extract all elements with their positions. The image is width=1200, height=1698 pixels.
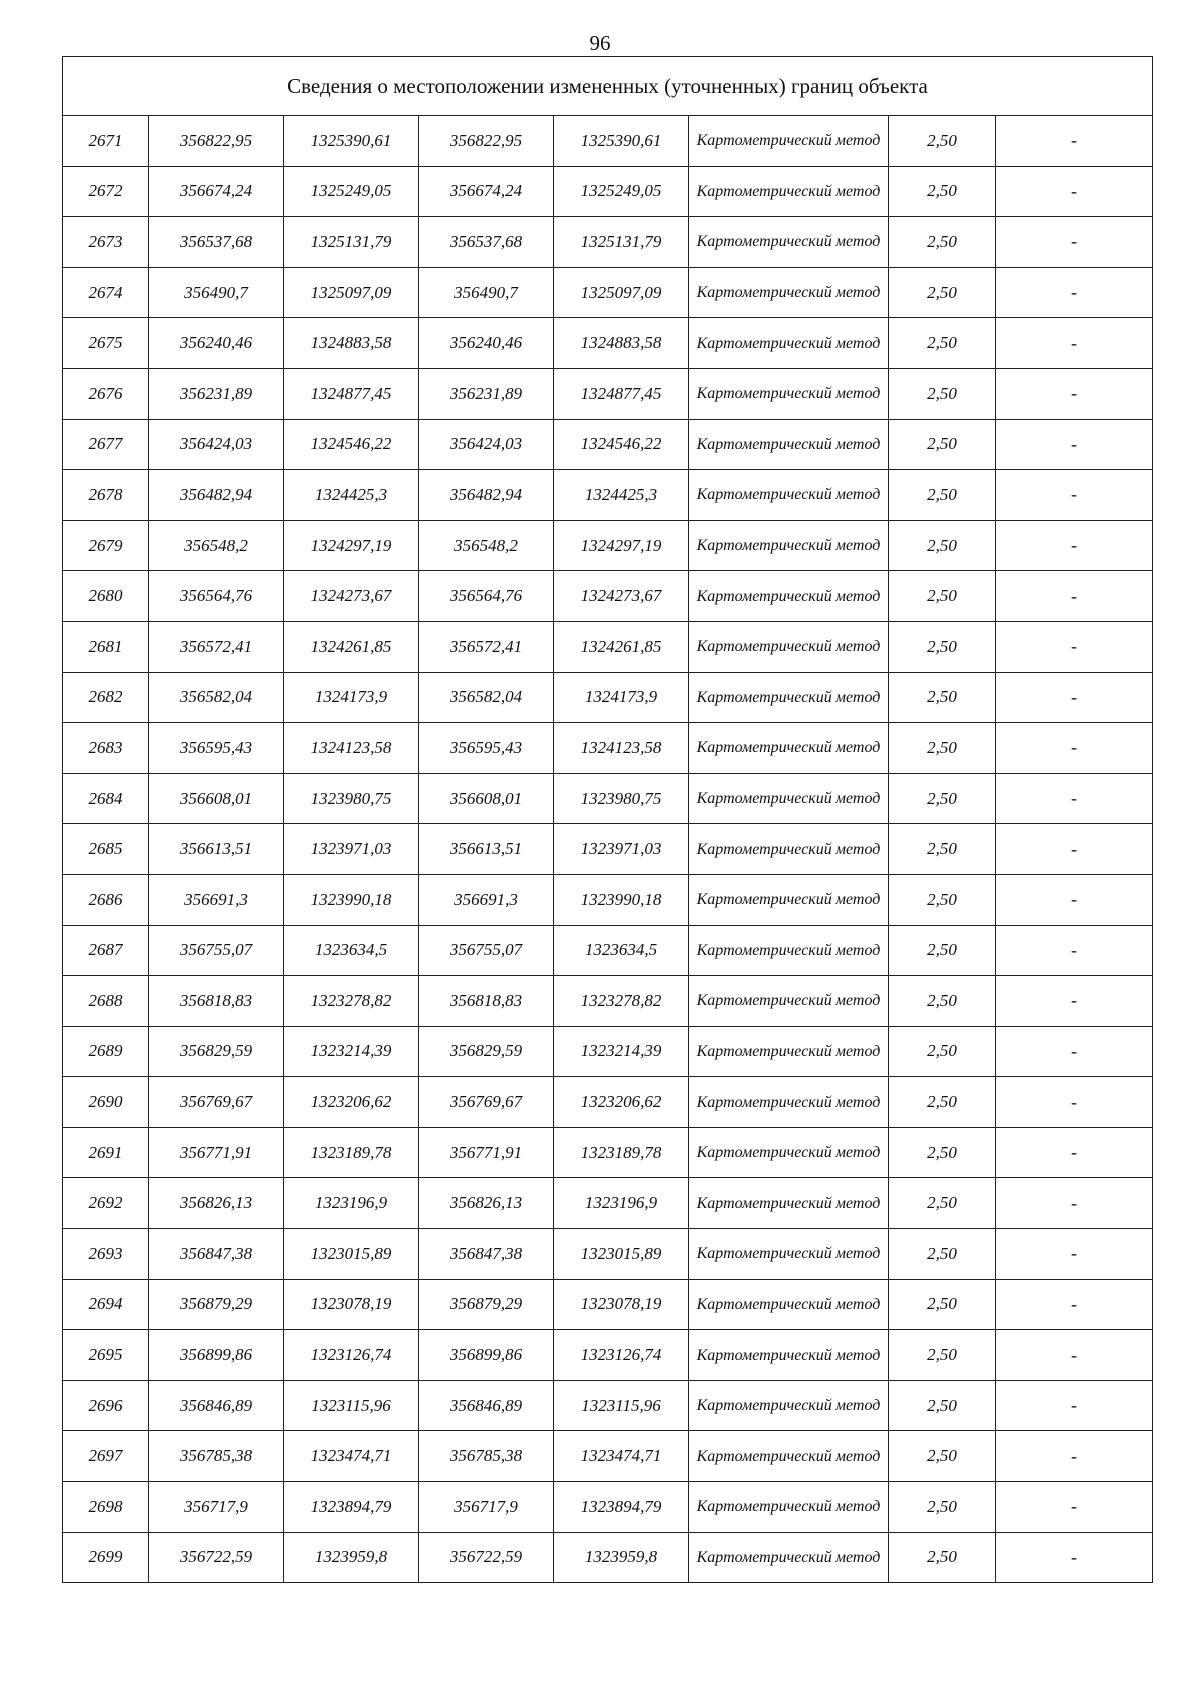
point-number-cell: 2689 — [63, 1026, 149, 1077]
existing-x-cell: 356899,86 — [149, 1330, 284, 1381]
refined-x-cell: 356572,41 — [419, 621, 554, 672]
refined-x-cell: 356582,04 — [419, 672, 554, 723]
method-cell: Картометрический метод — [689, 976, 889, 1027]
table-row — [63, 1431, 1153, 1482]
note-cell: - — [996, 1077, 1153, 1128]
existing-x-cell: 356595,43 — [149, 723, 284, 774]
existing-y-cell: 1323015,89 — [284, 1229, 419, 1280]
refined-x-cell: 356595,43 — [419, 723, 554, 774]
existing-y-cell: 1324877,45 — [284, 368, 419, 419]
point-number-cell: 2680 — [63, 571, 149, 622]
point-number-cell: 2671 — [63, 116, 149, 167]
existing-x-cell: 356424,03 — [149, 419, 284, 470]
refined-x-cell: 356608,01 — [419, 773, 554, 824]
existing-x-cell: 356482,94 — [149, 470, 284, 521]
method-cell: Картометрический метод — [689, 1077, 889, 1128]
accuracy-cell: 2,50 — [889, 621, 996, 672]
refined-y-cell: 1323980,75 — [554, 773, 689, 824]
refined-y-cell: 1325249,05 — [554, 166, 689, 217]
existing-y-cell: 1323115,96 — [284, 1380, 419, 1431]
method-cell: Картометрический метод — [689, 1482, 889, 1533]
accuracy-cell: 2,50 — [889, 824, 996, 875]
table-row — [63, 267, 1153, 318]
method-cell: Картометрический метод — [689, 723, 889, 774]
point-number-cell: 2695 — [63, 1330, 149, 1381]
accuracy-cell: 2,50 — [889, 1229, 996, 1280]
existing-y-cell: 1323126,74 — [284, 1330, 419, 1381]
method-cell: Картометрический метод — [689, 116, 889, 167]
point-number-cell: 2694 — [63, 1279, 149, 1330]
accuracy-cell: 2,50 — [889, 318, 996, 369]
existing-y-cell: 1324883,58 — [284, 318, 419, 369]
method-cell: Картометрический метод — [689, 1330, 889, 1381]
method-cell: Картометрический метод — [689, 874, 889, 925]
accuracy-cell: 2,50 — [889, 1330, 996, 1381]
table-row — [63, 976, 1153, 1027]
note-cell: - — [996, 824, 1153, 875]
note-cell: - — [996, 925, 1153, 976]
existing-x-cell: 356755,07 — [149, 925, 284, 976]
refined-y-cell: 1323971,03 — [554, 824, 689, 875]
table-row — [63, 1482, 1153, 1533]
existing-y-cell: 1325131,79 — [284, 217, 419, 268]
existing-x-cell: 356572,41 — [149, 621, 284, 672]
refined-x-cell: 356613,51 — [419, 824, 554, 875]
table-row — [63, 1077, 1153, 1128]
refined-x-cell: 356674,24 — [419, 166, 554, 217]
table-body — [63, 57, 1153, 1583]
point-number-cell: 2674 — [63, 267, 149, 318]
accuracy-cell: 2,50 — [889, 1077, 996, 1128]
point-number-cell: 2696 — [63, 1380, 149, 1431]
refined-y-cell: 1323214,39 — [554, 1026, 689, 1077]
method-cell: Картометрический метод — [689, 217, 889, 268]
refined-y-cell: 1323189,78 — [554, 1127, 689, 1178]
refined-x-cell: 356785,38 — [419, 1431, 554, 1482]
existing-y-cell: 1324173,9 — [284, 672, 419, 723]
refined-y-cell: 1325131,79 — [554, 217, 689, 268]
table-row — [63, 1178, 1153, 1229]
point-number-cell: 2693 — [63, 1229, 149, 1280]
existing-y-cell: 1323990,18 — [284, 874, 419, 925]
accuracy-cell: 2,50 — [889, 368, 996, 419]
refined-x-cell: 356691,3 — [419, 874, 554, 925]
note-cell: - — [996, 621, 1153, 672]
point-number-cell: 2681 — [63, 621, 149, 672]
accuracy-cell: 2,50 — [889, 1532, 996, 1583]
table-title: Сведения о местоположении измененных (уточненных) границ объекта — [63, 57, 1153, 116]
table-row — [63, 672, 1153, 723]
refined-y-cell: 1324123,58 — [554, 723, 689, 774]
point-number-cell: 2691 — [63, 1127, 149, 1178]
table-row — [63, 621, 1153, 672]
note-cell: - — [996, 976, 1153, 1027]
method-cell: Картометрический метод — [689, 672, 889, 723]
refined-x-cell: 356722,59 — [419, 1532, 554, 1583]
page-number: 96 — [589, 31, 611, 55]
point-number-cell: 2686 — [63, 874, 149, 925]
table-row — [63, 318, 1153, 369]
point-number-cell: 2692 — [63, 1178, 149, 1229]
refined-x-cell: 356717,9 — [419, 1482, 554, 1533]
existing-y-cell: 1325249,05 — [284, 166, 419, 217]
existing-x-cell: 356548,2 — [149, 520, 284, 571]
accuracy-cell: 2,50 — [889, 1178, 996, 1229]
refined-x-cell: 356769,67 — [419, 1077, 554, 1128]
existing-y-cell: 1323980,75 — [284, 773, 419, 824]
existing-y-cell: 1325097,09 — [284, 267, 419, 318]
accuracy-cell: 2,50 — [889, 1482, 996, 1533]
table-row — [63, 217, 1153, 268]
refined-x-cell: 356826,13 — [419, 1178, 554, 1229]
accuracy-cell: 2,50 — [889, 1026, 996, 1077]
method-cell: Картометрический метод — [689, 1229, 889, 1280]
existing-y-cell: 1324273,67 — [284, 571, 419, 622]
existing-x-cell: 356829,59 — [149, 1026, 284, 1077]
method-cell: Картометрический метод — [689, 470, 889, 521]
existing-x-cell: 356847,38 — [149, 1229, 284, 1280]
note-cell: - — [996, 723, 1153, 774]
refined-y-cell: 1323206,62 — [554, 1077, 689, 1128]
existing-y-cell: 1323214,39 — [284, 1026, 419, 1077]
note-cell: - — [996, 1380, 1153, 1431]
existing-y-cell: 1323078,19 — [284, 1279, 419, 1330]
method-cell: Картометрический метод — [689, 621, 889, 672]
refined-y-cell: 1323894,79 — [554, 1482, 689, 1533]
method-cell: Картометрический метод — [689, 166, 889, 217]
point-number-cell: 2673 — [63, 217, 149, 268]
point-number-cell: 2679 — [63, 520, 149, 571]
existing-x-cell: 356231,89 — [149, 368, 284, 419]
existing-x-cell: 356822,95 — [149, 116, 284, 167]
table-row — [63, 773, 1153, 824]
accuracy-cell: 2,50 — [889, 419, 996, 470]
point-number-cell: 2678 — [63, 470, 149, 521]
note-cell: - — [996, 1532, 1153, 1583]
table-row — [63, 1380, 1153, 1431]
method-cell: Картометрический метод — [689, 773, 889, 824]
refined-x-cell: 356490,7 — [419, 267, 554, 318]
refined-x-cell: 356548,2 — [419, 520, 554, 571]
accuracy-cell: 2,50 — [889, 520, 996, 571]
note-cell: - — [996, 166, 1153, 217]
refined-y-cell: 1324546,22 — [554, 419, 689, 470]
refined-x-cell: 356822,95 — [419, 116, 554, 167]
refined-y-cell: 1325097,09 — [554, 267, 689, 318]
method-cell: Картометрический метод — [689, 571, 889, 622]
method-cell: Картометрический метод — [689, 1279, 889, 1330]
point-number-cell: 2699 — [63, 1532, 149, 1583]
accuracy-cell: 2,50 — [889, 166, 996, 217]
refined-y-cell: 1323634,5 — [554, 925, 689, 976]
refined-y-cell: 1324273,67 — [554, 571, 689, 622]
refined-y-cell: 1323196,9 — [554, 1178, 689, 1229]
refined-x-cell: 356240,46 — [419, 318, 554, 369]
accuracy-cell: 2,50 — [889, 723, 996, 774]
note-cell: - — [996, 267, 1153, 318]
note-cell: - — [996, 1482, 1153, 1533]
existing-y-cell: 1323959,8 — [284, 1532, 419, 1583]
existing-y-cell: 1325390,61 — [284, 116, 419, 167]
table-title-row — [63, 57, 1153, 116]
table-row — [63, 419, 1153, 470]
method-cell: Картометрический метод — [689, 1380, 889, 1431]
existing-y-cell: 1323634,5 — [284, 925, 419, 976]
note-cell: - — [996, 571, 1153, 622]
point-number-cell: 2676 — [63, 368, 149, 419]
table-row — [63, 571, 1153, 622]
refined-y-cell: 1323278,82 — [554, 976, 689, 1027]
existing-y-cell: 1324546,22 — [284, 419, 419, 470]
note-cell: - — [996, 116, 1153, 167]
refined-y-cell: 1324425,3 — [554, 470, 689, 521]
refined-x-cell: 356231,89 — [419, 368, 554, 419]
method-cell: Картометрический метод — [689, 368, 889, 419]
existing-x-cell: 356846,89 — [149, 1380, 284, 1431]
existing-x-cell: 356582,04 — [149, 672, 284, 723]
existing-x-cell: 356564,76 — [149, 571, 284, 622]
refined-x-cell: 356829,59 — [419, 1026, 554, 1077]
accuracy-cell: 2,50 — [889, 1279, 996, 1330]
method-cell: Картометрический метод — [689, 1532, 889, 1583]
refined-y-cell: 1323115,96 — [554, 1380, 689, 1431]
note-cell: - — [996, 1279, 1153, 1330]
existing-x-cell: 356537,68 — [149, 217, 284, 268]
accuracy-cell: 2,50 — [889, 976, 996, 1027]
point-number-cell: 2698 — [63, 1482, 149, 1533]
refined-x-cell: 356846,89 — [419, 1380, 554, 1431]
existing-x-cell: 356818,83 — [149, 976, 284, 1027]
refined-y-cell: 1324261,85 — [554, 621, 689, 672]
point-number-cell: 2690 — [63, 1077, 149, 1128]
table-row — [63, 874, 1153, 925]
refined-x-cell: 356818,83 — [419, 976, 554, 1027]
existing-x-cell: 356608,01 — [149, 773, 284, 824]
point-number-cell: 2683 — [63, 723, 149, 774]
existing-y-cell: 1323189,78 — [284, 1127, 419, 1178]
existing-x-cell: 356785,38 — [149, 1431, 284, 1482]
accuracy-cell: 2,50 — [889, 773, 996, 824]
refined-y-cell: 1323990,18 — [554, 874, 689, 925]
note-cell: - — [996, 1026, 1153, 1077]
table-row — [63, 925, 1153, 976]
note-cell: - — [996, 470, 1153, 521]
existing-x-cell: 356826,13 — [149, 1178, 284, 1229]
accuracy-cell: 2,50 — [889, 874, 996, 925]
refined-y-cell: 1323078,19 — [554, 1279, 689, 1330]
existing-y-cell: 1324425,3 — [284, 470, 419, 521]
note-cell: - — [996, 520, 1153, 571]
existing-y-cell: 1323474,71 — [284, 1431, 419, 1482]
existing-y-cell: 1323971,03 — [284, 824, 419, 875]
boundary-coordinates-table — [62, 56, 1153, 1583]
refined-x-cell: 356482,94 — [419, 470, 554, 521]
refined-x-cell: 356564,76 — [419, 571, 554, 622]
accuracy-cell: 2,50 — [889, 1431, 996, 1482]
method-cell: Картометрический метод — [689, 267, 889, 318]
existing-y-cell: 1323196,9 — [284, 1178, 419, 1229]
existing-y-cell: 1323894,79 — [284, 1482, 419, 1533]
existing-x-cell: 356771,91 — [149, 1127, 284, 1178]
refined-x-cell: 356879,29 — [419, 1279, 554, 1330]
method-cell: Картометрический метод — [689, 318, 889, 369]
accuracy-cell: 2,50 — [889, 116, 996, 167]
table-row — [63, 1127, 1153, 1178]
note-cell: - — [996, 773, 1153, 824]
existing-x-cell: 356674,24 — [149, 166, 284, 217]
table-row — [63, 1330, 1153, 1381]
accuracy-cell: 2,50 — [889, 267, 996, 318]
note-cell: - — [996, 1330, 1153, 1381]
point-number-cell: 2687 — [63, 925, 149, 976]
refined-y-cell: 1324877,45 — [554, 368, 689, 419]
point-number-cell: 2688 — [63, 976, 149, 1027]
method-cell: Картометрический метод — [689, 1431, 889, 1482]
method-cell: Картометрический метод — [689, 419, 889, 470]
refined-y-cell: 1323474,71 — [554, 1431, 689, 1482]
table-row — [63, 470, 1153, 521]
existing-y-cell: 1324123,58 — [284, 723, 419, 774]
refined-y-cell: 1324883,58 — [554, 318, 689, 369]
refined-x-cell: 356771,91 — [419, 1127, 554, 1178]
method-cell: Картометрический метод — [689, 520, 889, 571]
method-cell: Картометрический метод — [689, 1127, 889, 1178]
accuracy-cell: 2,50 — [889, 217, 996, 268]
table-row — [63, 723, 1153, 774]
table-row — [63, 1229, 1153, 1280]
existing-x-cell: 356613,51 — [149, 824, 284, 875]
refined-y-cell: 1324297,19 — [554, 520, 689, 571]
table-row — [63, 1026, 1153, 1077]
refined-x-cell: 356847,38 — [419, 1229, 554, 1280]
refined-y-cell: 1325390,61 — [554, 116, 689, 167]
method-cell: Картометрический метод — [689, 1026, 889, 1077]
existing-y-cell: 1324261,85 — [284, 621, 419, 672]
accuracy-cell: 2,50 — [889, 1127, 996, 1178]
existing-x-cell: 356722,59 — [149, 1532, 284, 1583]
note-cell: - — [996, 1431, 1153, 1482]
note-cell: - — [996, 318, 1153, 369]
existing-x-cell: 356717,9 — [149, 1482, 284, 1533]
point-number-cell: 2684 — [63, 773, 149, 824]
point-number-cell: 2675 — [63, 318, 149, 369]
accuracy-cell: 2,50 — [889, 925, 996, 976]
point-number-cell: 2672 — [63, 166, 149, 217]
method-cell: Картометрический метод — [689, 824, 889, 875]
note-cell: - — [996, 419, 1153, 470]
note-cell: - — [996, 672, 1153, 723]
note-cell: - — [996, 874, 1153, 925]
table-row — [63, 116, 1153, 167]
refined-x-cell: 356424,03 — [419, 419, 554, 470]
accuracy-cell: 2,50 — [889, 571, 996, 622]
table-row — [63, 824, 1153, 875]
refined-y-cell: 1323015,89 — [554, 1229, 689, 1280]
note-cell: - — [996, 217, 1153, 268]
table-row — [63, 1532, 1153, 1583]
refined-y-cell: 1323959,8 — [554, 1532, 689, 1583]
point-number-cell: 2685 — [63, 824, 149, 875]
existing-x-cell: 356769,67 — [149, 1077, 284, 1128]
point-number-cell: 2677 — [63, 419, 149, 470]
table-row — [63, 166, 1153, 217]
table-row — [63, 368, 1153, 419]
existing-x-cell: 356240,46 — [149, 318, 284, 369]
note-cell: - — [996, 368, 1153, 419]
note-cell: - — [996, 1178, 1153, 1229]
refined-y-cell: 1324173,9 — [554, 672, 689, 723]
refined-x-cell: 356755,07 — [419, 925, 554, 976]
existing-x-cell: 356879,29 — [149, 1279, 284, 1330]
refined-x-cell: 356537,68 — [419, 217, 554, 268]
accuracy-cell: 2,50 — [889, 1380, 996, 1431]
note-cell: - — [996, 1127, 1153, 1178]
point-number-cell: 2697 — [63, 1431, 149, 1482]
method-cell: Картометрический метод — [689, 925, 889, 976]
accuracy-cell: 2,50 — [889, 672, 996, 723]
existing-y-cell: 1324297,19 — [284, 520, 419, 571]
refined-y-cell: 1323126,74 — [554, 1330, 689, 1381]
accuracy-cell: 2,50 — [889, 470, 996, 521]
existing-y-cell: 1323206,62 — [284, 1077, 419, 1128]
existing-x-cell: 356691,3 — [149, 874, 284, 925]
point-number-cell: 2682 — [63, 672, 149, 723]
existing-x-cell: 356490,7 — [149, 267, 284, 318]
refined-x-cell: 356899,86 — [419, 1330, 554, 1381]
note-cell: - — [996, 1229, 1153, 1280]
method-cell: Картометрический метод — [689, 1178, 889, 1229]
table-row — [63, 1279, 1153, 1330]
table-row — [63, 520, 1153, 571]
existing-y-cell: 1323278,82 — [284, 976, 419, 1027]
